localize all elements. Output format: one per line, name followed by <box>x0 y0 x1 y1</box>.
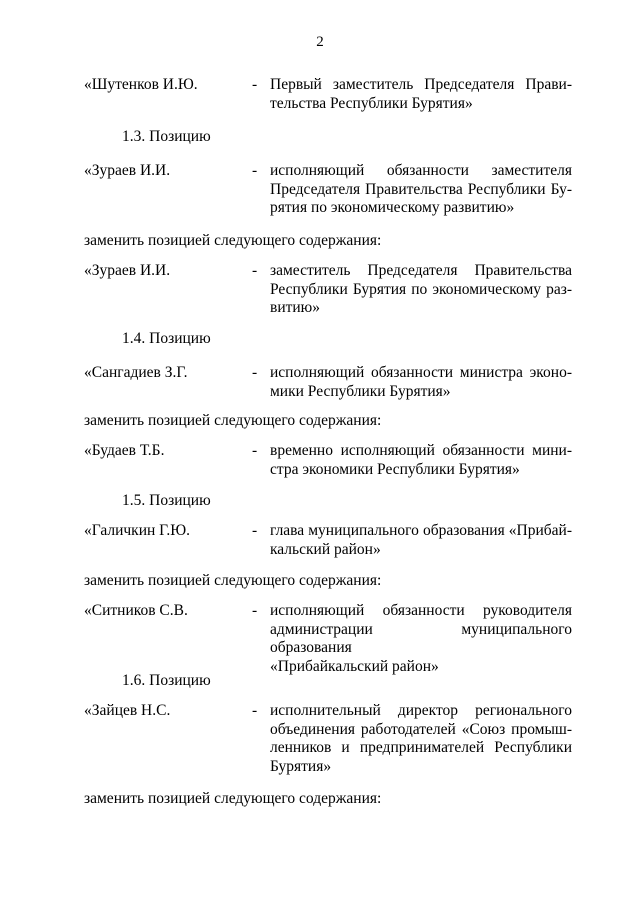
position-title-line: витию» <box>270 299 321 316</box>
position-title-line: заместитель Председателя Правительства <box>270 262 572 279</box>
person-name: «Будаев Т.Б. <box>84 442 165 459</box>
position-entry <box>84 522 572 559</box>
position-entry <box>84 602 572 676</box>
position-title <box>270 442 572 479</box>
dash-separator: - <box>252 364 258 381</box>
position-title <box>270 162 572 218</box>
position-entry <box>84 364 572 401</box>
replace-instruction: заменить позицией следующего содержания: <box>84 790 382 807</box>
section-heading: 1.5. Позицию <box>122 492 211 509</box>
position-title-line: исполняющий обязанности руководителя <box>270 602 572 619</box>
position-title <box>270 364 572 401</box>
dash-separator: - <box>252 522 258 539</box>
person-name: «Галичкин Г.Ю. <box>84 522 191 539</box>
position-title-line: администрации муниципального образования <box>270 620 572 656</box>
position-title-line: Председателя Правительства Республики Бу- <box>270 180 572 198</box>
position-title-line: Первый заместитель Председателя Прави- <box>270 76 572 93</box>
position-title-line: исполняющий обязанности министра эконо- <box>270 364 572 381</box>
position-title <box>270 602 572 676</box>
position-title-line: кальский район» <box>270 540 381 558</box>
position-title-line: стра экономики Республики Бурятия» <box>270 460 520 478</box>
dash-separator: - <box>252 442 258 459</box>
position-title-line: Республики Бурятия по экономическому раз- <box>270 280 572 298</box>
position-entry <box>84 702 572 776</box>
position-title-line: ленников и предпринимателей Республики <box>270 739 572 756</box>
dash-separator: - <box>252 702 258 719</box>
replace-instruction: заменить позицией следующего содержания: <box>84 572 382 589</box>
position-title-line: мики Республики Бурятия» <box>270 382 451 400</box>
person-name: «Шутенков И.Ю. <box>84 76 198 93</box>
person-name: «Сангадиев З.Г. <box>84 364 188 381</box>
section-heading: 1.3. Позицию <box>122 128 211 145</box>
position-title-line: исполняющий обязанности заместителя <box>270 162 572 179</box>
position-title-line: исполнительный директор регионального <box>270 702 572 719</box>
dash-separator: - <box>252 602 258 619</box>
position-title <box>270 76 572 113</box>
position-title <box>270 262 572 318</box>
position-title-line: «Прибайкальский район» <box>270 657 439 675</box>
replace-instruction: заменить позицией следующего содержания: <box>84 412 382 429</box>
person-name: «Зураев И.И. <box>84 262 171 279</box>
section-heading: 1.6. Позицию <box>122 672 211 689</box>
dash-separator: - <box>252 262 258 279</box>
position-title-line: временно исполняющий обязанности мини- <box>270 442 572 459</box>
position-entry <box>84 162 572 218</box>
position-title-line: объединения работодателей «Союз промыш- <box>270 720 572 738</box>
person-name: «Ситников С.В. <box>84 602 188 619</box>
position-title-line: Бурятия» <box>270 757 332 775</box>
position-entry <box>84 442 572 479</box>
position-title-line: рятия по экономическому развитию» <box>270 199 515 216</box>
position-title-line: тельства Республики Бурятия» <box>270 94 473 112</box>
position-title <box>270 522 572 559</box>
position-title-line: глава муниципального образования «Прибай- <box>270 522 572 539</box>
section-heading: 1.4. Позицию <box>122 330 211 347</box>
dash-separator: - <box>252 162 258 179</box>
page-number: 2 <box>316 34 324 50</box>
replace-instruction: заменить позицией следующего содержания: <box>84 232 382 249</box>
position-entry <box>84 262 572 318</box>
person-name: «Зайцев Н.С. <box>84 702 171 719</box>
person-name: «Зураев И.И. <box>84 162 171 179</box>
position-entry <box>84 76 572 113</box>
position-title <box>270 702 572 776</box>
dash-separator: - <box>252 76 258 93</box>
